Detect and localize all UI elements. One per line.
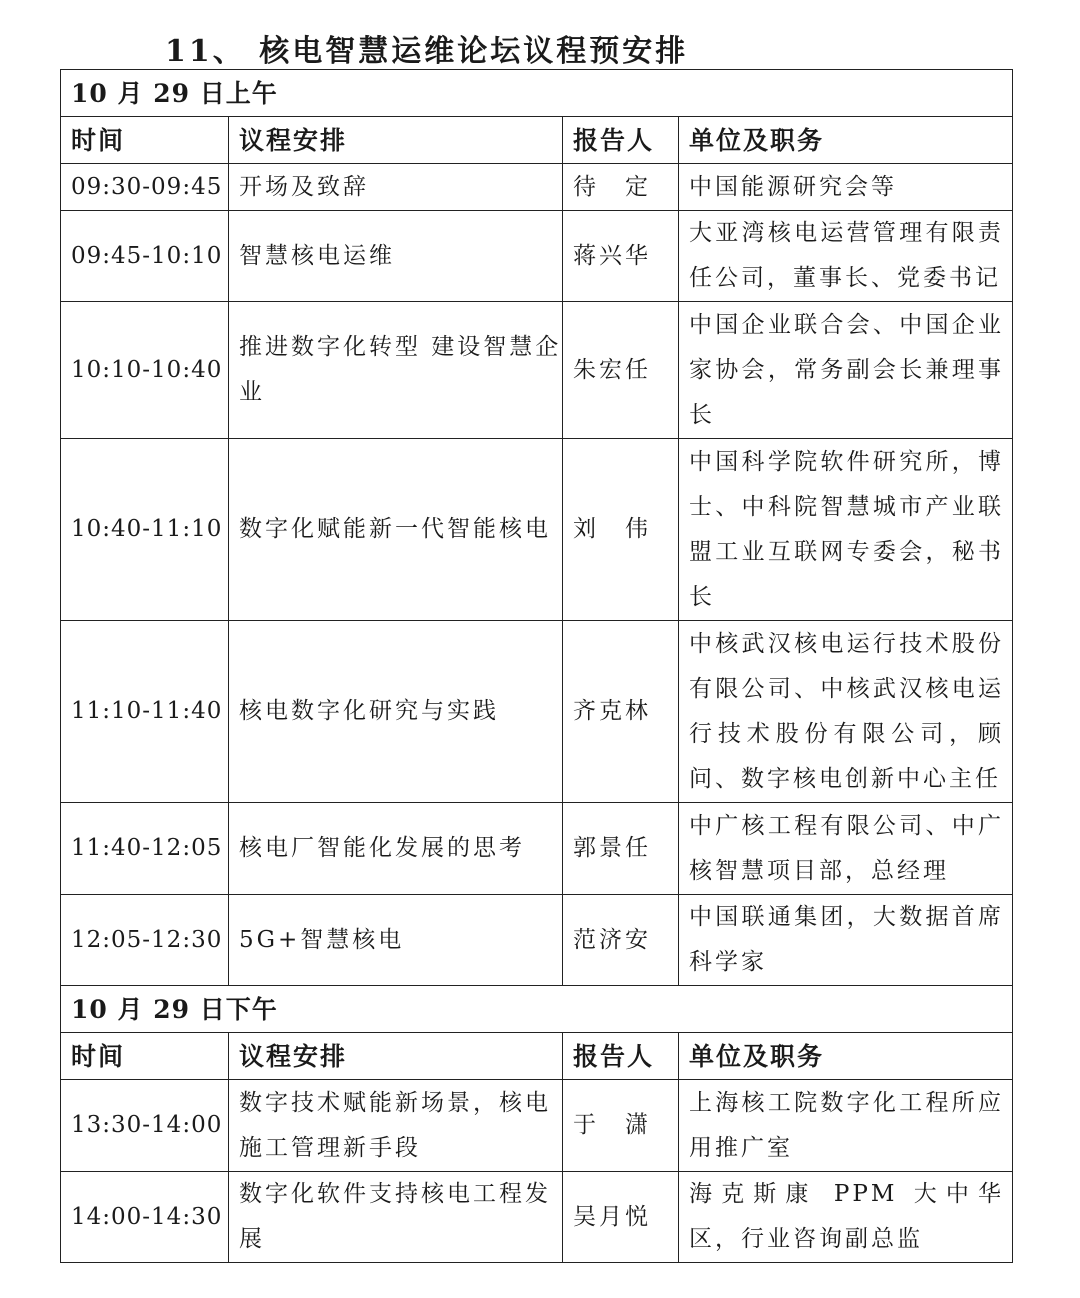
row-speaker: 蒋兴华 — [563, 211, 679, 302]
table-row — [61, 211, 1013, 302]
row-topic: 5G+智慧核电 — [229, 895, 563, 986]
row-time: 12:05-12:30 — [61, 895, 229, 986]
col-speaker-header: 报告人 — [563, 1033, 679, 1080]
table-row — [61, 439, 1013, 621]
row-speaker: 朱宏任 — [563, 302, 679, 439]
session-label: 10 月 29 日上午 — [61, 70, 1013, 117]
row-time: 09:30-09:45 — [61, 164, 229, 211]
session-label: 10 月 29 日下午 — [61, 986, 1013, 1033]
row-time: 11:40-12:05 — [61, 803, 229, 895]
row-org: 海克斯康 PPM 大中华区，行业咨询副总监 — [679, 1172, 1013, 1263]
row-time: 13:30-14:00 — [61, 1080, 229, 1172]
session-row-afternoon — [61, 986, 1013, 1033]
row-speaker: 郭景任 — [563, 803, 679, 895]
col-agenda-header: 议程安排 — [229, 1033, 563, 1080]
row-topic: 推进数字化转型 建设智慧企业 — [229, 302, 563, 439]
table-row — [61, 164, 1013, 211]
table-row — [61, 621, 1013, 803]
table-row — [61, 803, 1013, 895]
row-org: 中国企业联合会、中国企业家协会，常务副会长兼理事长 — [679, 302, 1013, 439]
row-topic: 数字化赋能新一代智能核电 — [229, 439, 563, 621]
agenda-table — [60, 69, 1013, 1263]
table-row — [61, 895, 1013, 986]
row-org: 中国科学院软件研究所，博士、中科院智慧城市产业联盟工业互联网专委会，秘书长 — [679, 439, 1013, 621]
col-time-header: 时间 — [61, 117, 229, 164]
column-header-row — [61, 1033, 1013, 1080]
row-time: 14:00-14:30 — [61, 1172, 229, 1263]
session-row-morning — [61, 70, 1013, 117]
row-speaker: 于 潇 — [563, 1080, 679, 1172]
row-org: 中广核工程有限公司、中广核智慧项目部，总经理 — [679, 803, 1013, 895]
col-speaker-header: 报告人 — [563, 117, 679, 164]
row-org: 中核武汉核电运行技术股份有限公司、中核武汉核电运行技术股份有限公司，顾问、数字核电创新中心主任 — [679, 621, 1013, 803]
row-speaker: 刘 伟 — [563, 439, 679, 621]
row-time: 10:40-11:10 — [61, 439, 229, 621]
row-topic: 数字技术赋能新场景，核电施工管理新手段 — [229, 1080, 563, 1172]
column-header-row — [61, 117, 1013, 164]
row-speaker: 范济安 — [563, 895, 679, 986]
col-agenda-header: 议程安排 — [229, 117, 563, 164]
row-topic: 核电厂智能化发展的思考 — [229, 803, 563, 895]
row-org: 中国联通集团，大数据首席科学家 — [679, 895, 1013, 986]
row-time: 09:45-10:10 — [61, 211, 229, 302]
table-row — [61, 1172, 1013, 1263]
row-speaker: 齐克林 — [563, 621, 679, 803]
row-org: 上海核工院数字化工程所应用推广室 — [679, 1080, 1013, 1172]
row-org: 大亚湾核电运营管理有限责任公司，董事长、党委书记 — [679, 211, 1013, 302]
row-topic: 开场及致辞 — [229, 164, 563, 211]
row-topic: 智慧核电运维 — [229, 211, 563, 302]
table-row — [61, 1080, 1013, 1172]
row-speaker: 待 定 — [563, 164, 679, 211]
col-org-header: 单位及职务 — [679, 117, 1013, 164]
col-org-header: 单位及职务 — [679, 1033, 1013, 1080]
page-title: 11、 核电智慧运维论坛议程预安排 — [165, 34, 689, 69]
row-time: 11:10-11:40 — [61, 621, 229, 803]
row-topic: 数字化软件支持核电工程发展 — [229, 1172, 563, 1263]
row-topic: 核电数字化研究与实践 — [229, 621, 563, 803]
col-time-header: 时间 — [61, 1033, 229, 1080]
row-org: 中国能源研究会等 — [679, 164, 1013, 211]
row-speaker: 吴月悦 — [563, 1172, 679, 1263]
table-row — [61, 302, 1013, 439]
row-time: 10:10-10:40 — [61, 302, 229, 439]
